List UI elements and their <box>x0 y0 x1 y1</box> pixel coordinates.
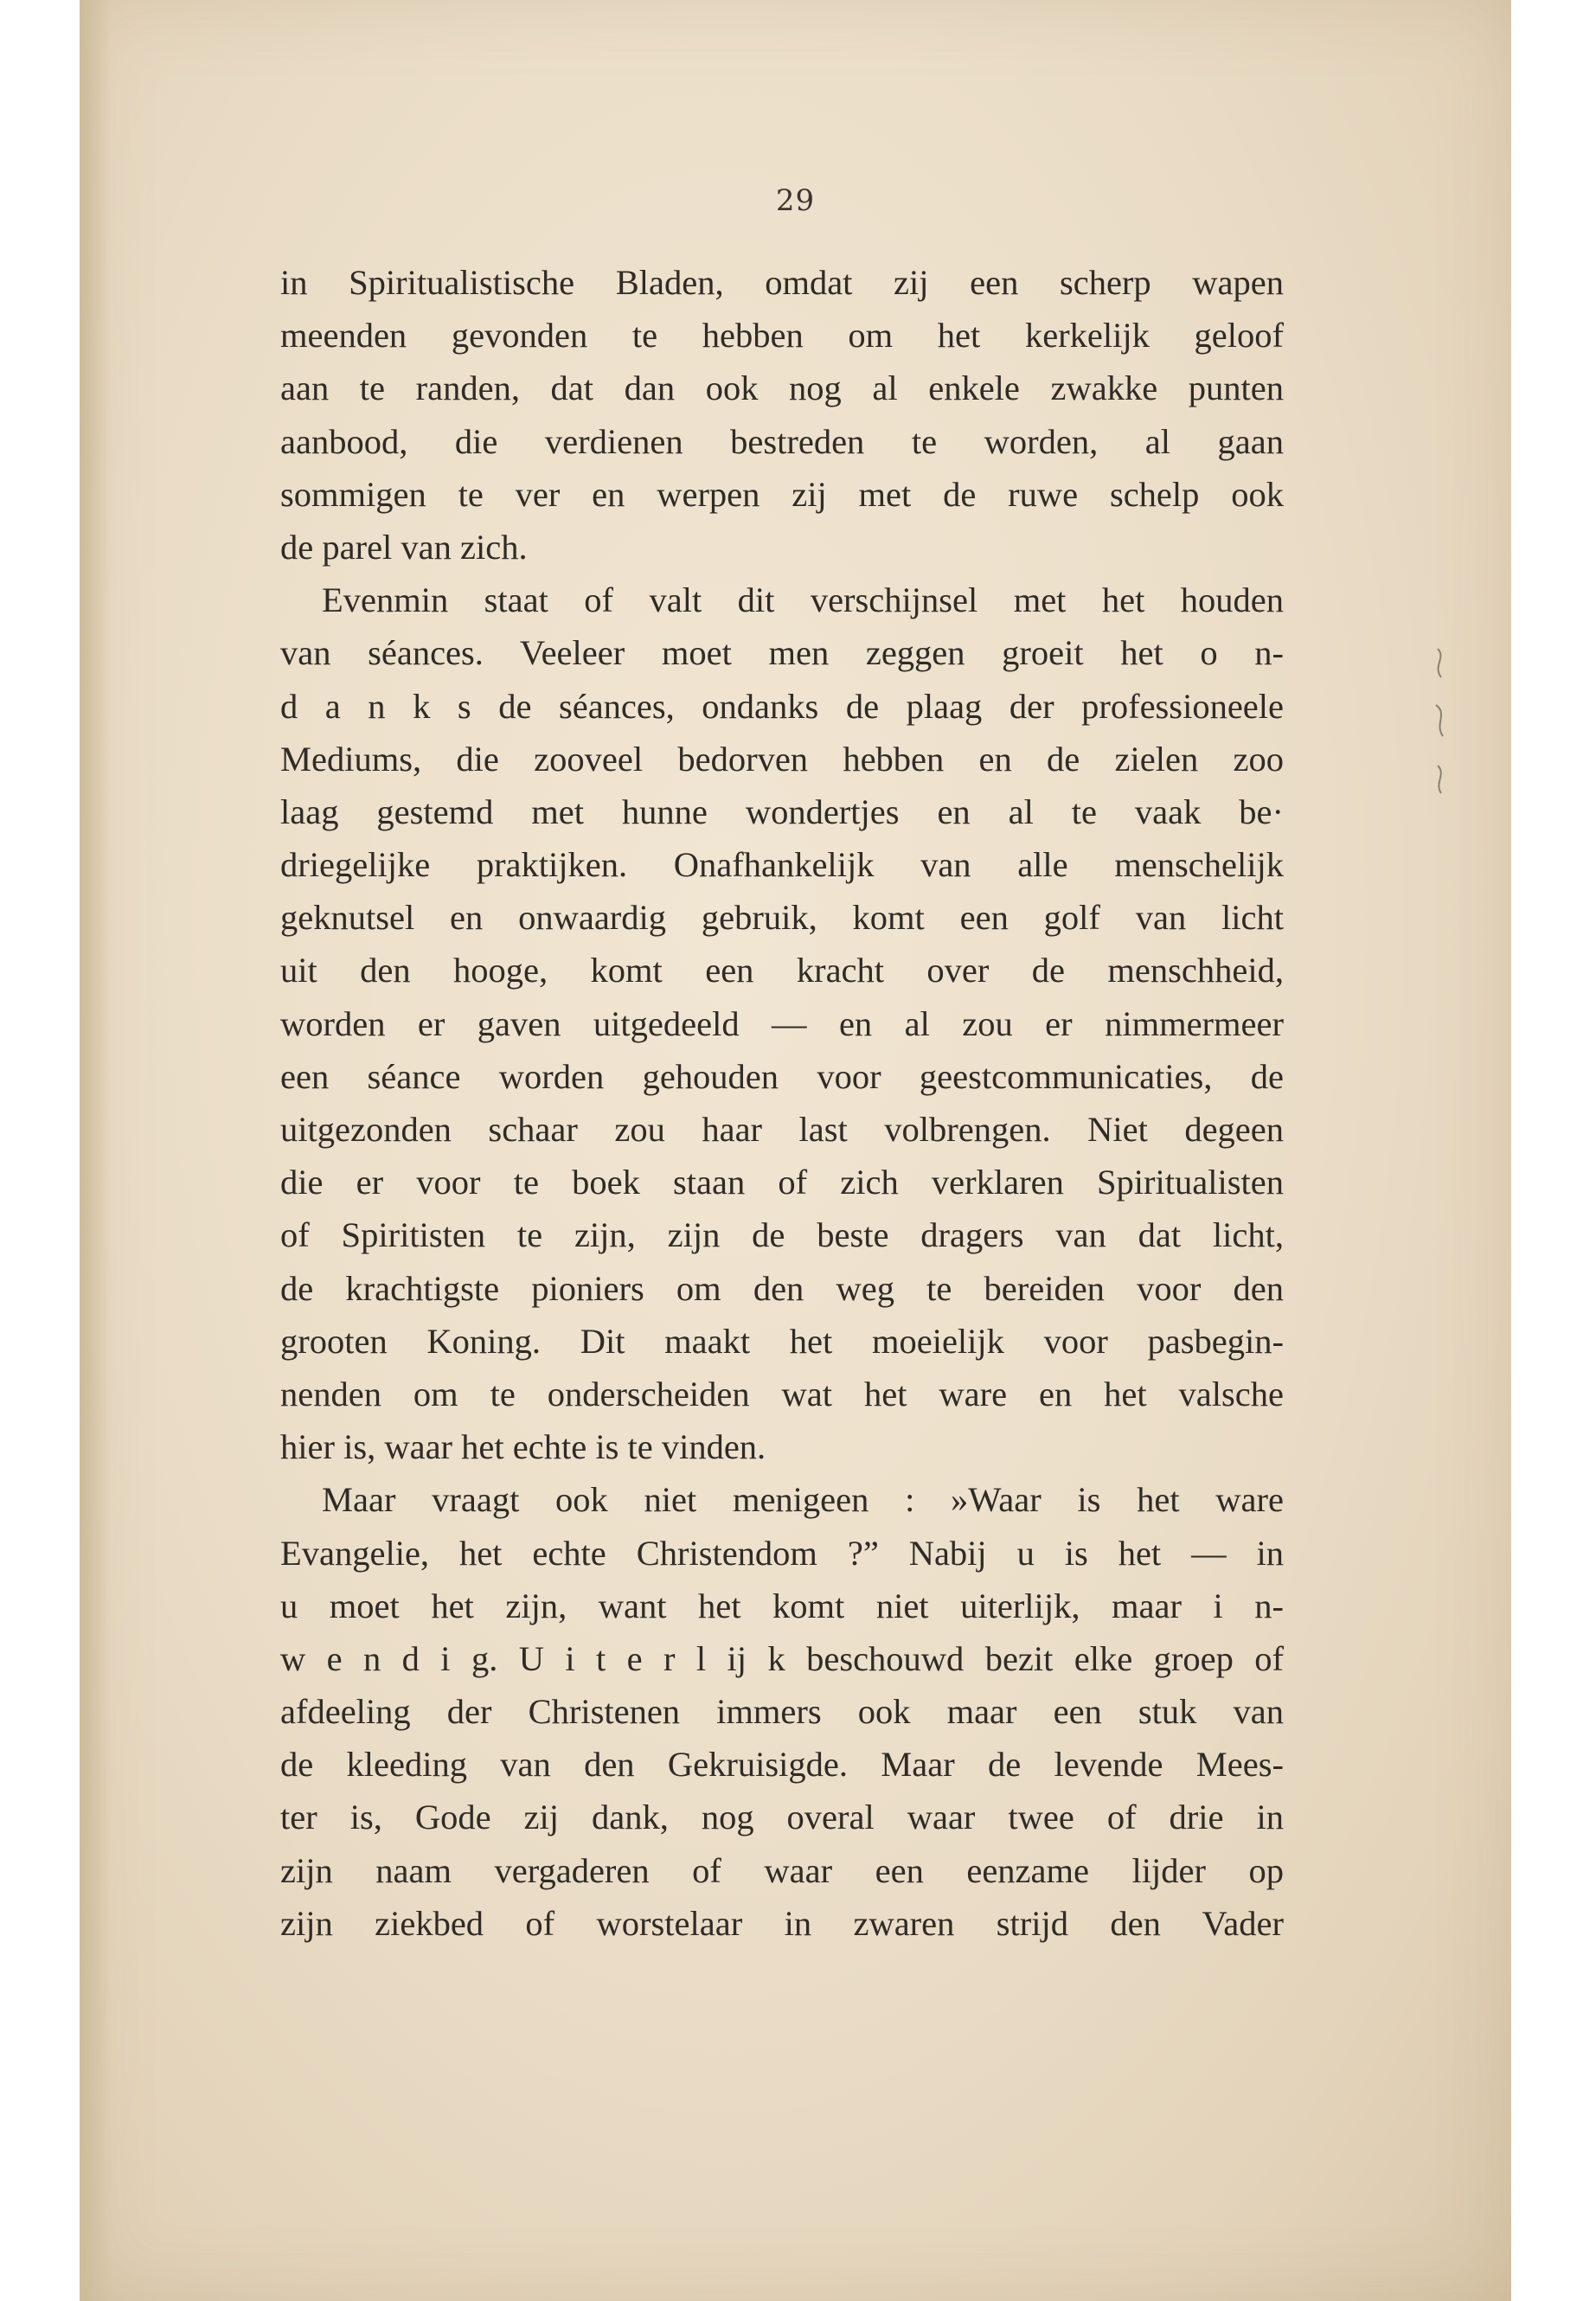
text-line: worden er gaven uitgedeeld — en al zou er nimmermeer <box>280 1003 1284 1043</box>
text-line: nenden om te onderscheiden wat het ware en het valsche <box>280 1374 1284 1413</box>
text-line: de krachtigste pioniers om den weg te bereiden voor den <box>280 1268 1284 1308</box>
text-line: geknutsel en onwaardig gebruik, komt een golf van licht <box>280 898 1284 938</box>
text-line: hier is, waar het echte is te vinden. <box>280 1427 766 1467</box>
book-page <box>80 0 1511 2301</box>
page-edge-shadow <box>80 0 111 2301</box>
text-line: die er voor te boek staan of zich verklaren Spiritualisten <box>280 1163 1284 1202</box>
body-text <box>280 256 1284 1950</box>
text-line: Mediums, die zooveel bedorven hebben en de zielen zoo <box>280 739 1284 779</box>
text-line: afdeeling der Christenen immers ook maar een stuk van <box>280 1692 1284 1732</box>
text-line: driegelijke praktijken. Onafhankelijk van alle menschelijk <box>280 845 1284 885</box>
text-line: of Spiritisten te zijn, zijn de beste dragers van dat licht, <box>280 1215 1284 1255</box>
text-line: zijn naam vergaderen of waar een eenzame lijder op <box>280 1850 1284 1890</box>
text-line: ter is, Gode zij dank, nog overal waar twee of drie in <box>280 1798 1284 1837</box>
text-line: d a n k s de séances, ondanks de plaag der professioneele <box>280 686 1284 726</box>
text-line: in Spiritualistische Bladen, omdat zij een scherp wapen <box>280 263 1284 302</box>
text-line: aanbood, die verdienen bestreden te worden, al gaan <box>280 421 1284 461</box>
text-line: grooten Koning. Dit maakt het moeielijk voor pasbegin- <box>280 1321 1284 1361</box>
paragraph-start-line: Maar vraagt ook niet menigeen : »Waar is het ware <box>322 1480 1284 1520</box>
text-line: meenden gevonden te hebben om het kerkelijk geloof <box>280 316 1284 356</box>
text-line: sommigen te ver en werpen zij met de ruwe schelp ook <box>280 474 1284 514</box>
text-line: laag gestemd met hunne wondertjes en al te vaak be· <box>280 792 1284 831</box>
text-line: zijn ziekbed of worstelaar in zwaren strijd den Vader <box>280 1903 1284 1943</box>
text-line: aan te randen, dat dan ook nog al enkele zwakke punten <box>280 369 1284 408</box>
text-line: Evangelie, het echte Christendom ?” Nabij u is het — in <box>280 1533 1284 1573</box>
text-line: van séances. Veeleer moet men zeggen groeit het o n- <box>280 633 1284 673</box>
text-line: uit den hooge, komt een kracht over de menschheid, <box>280 951 1284 990</box>
text-line: de kleeding van den Gekruisigde. Maar de levende Mees- <box>280 1745 1284 1785</box>
paragraph-start-line: Evenmin staat of valt dit verschijnsel met het houden <box>322 580 1284 620</box>
text-line: u moet het zijn, want het komt niet uiterlijk, maar i n- <box>280 1586 1284 1625</box>
text-line: w e n d i g. U i t e r l ij k beschouwd bezit elke groep of <box>280 1638 1284 1678</box>
text-line: uitgezonden schaar zou haar last volbrengen. Niet degeen <box>280 1110 1284 1149</box>
margin-pencil-marks <box>1429 644 1455 817</box>
text-line: een séance worden gehouden voor geestcommunicaties, de <box>280 1056 1284 1096</box>
page-number: 29 <box>775 183 816 218</box>
text-line: de parel van zich. <box>280 527 528 567</box>
